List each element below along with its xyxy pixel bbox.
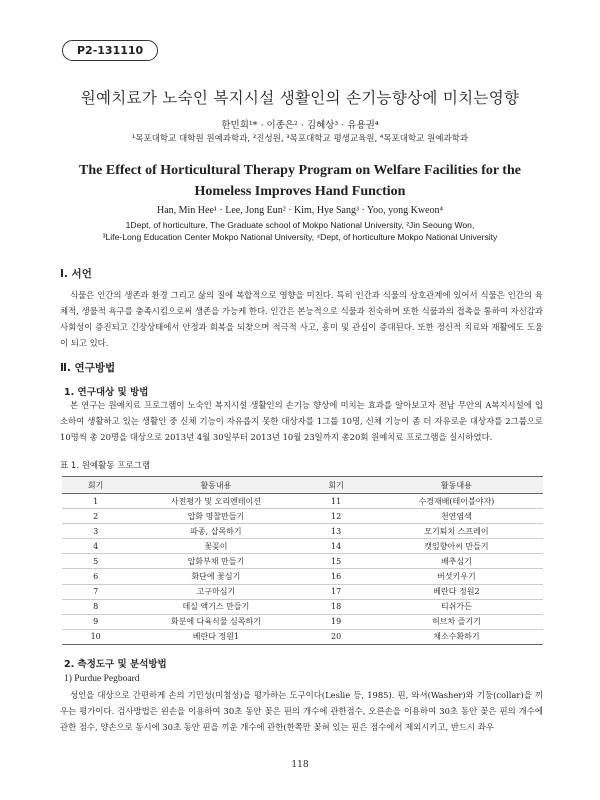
table-cell: 화분에 다육식물 심목하기	[129, 614, 302, 629]
table-header-cell: 회기	[62, 477, 129, 494]
english-title-line2: Homeless Improves Hand Function	[194, 184, 406, 199]
table-row	[62, 614, 543, 629]
table-cell: 베란다 정원2	[370, 584, 543, 599]
table-header-cell: 회기	[302, 477, 369, 494]
table-row	[62, 569, 543, 584]
table-cell: 15	[302, 554, 369, 569]
table-cell: 16	[302, 569, 369, 584]
table-cell: 17	[302, 584, 369, 599]
subsection-measurement-title: 2. 측정도구 및 분석방법	[64, 659, 167, 670]
table-cell: 버섯키우기	[370, 569, 543, 584]
english-affil-line1: 1Dept, of horticulture, The Graduate school of Mokpo National University, ²Jin Seoung Won,	[125, 220, 475, 230]
table-cell: 11	[302, 494, 369, 509]
page-number: 118	[291, 760, 309, 770]
table-cell: 화단에 꽃심기	[129, 569, 302, 584]
table-cell: 꽃꽂이	[129, 539, 302, 554]
table-header-cell: 활동내용	[370, 477, 543, 494]
table-row	[62, 584, 543, 599]
purdue-paragraph: 성인을 대상으로 간편하게 손의 기민성(미첨성)을 평가하는 도구이다(Leslie 등, 1985). 핀, 와셔(Washer)와 기둥(collar)을 끼우는 평가이다. 검사방법은 왼손을 이용하여 30초 동안 꽂은 핀의 개수에 관한점수, 오른손을 이용하여 30초 동안 꽂은 핀의 개수에 관한 점수, 양손으로 동시에 30초 동안 핀을 끼운 개수에 관한(한쪽만 꽂혀 있는 핀은 점수에서 제외시키고, 반드시 좌우	[60, 690, 543, 732]
table-row	[62, 524, 543, 539]
table-cell: 압화부채 만들기	[129, 554, 302, 569]
english-authors: Han, Min Hee¹ · Lee, Jong Eun² · Kim, Hye Sang³ · Yoo, yong Kweon⁴	[156, 205, 444, 216]
table-cell: 5	[62, 554, 129, 569]
subsection-subjects-title: 1. 연구대상 및 방법	[64, 387, 149, 398]
table-cell: 8	[62, 599, 129, 614]
section-methods-title: Ⅱ. 연구방법	[60, 362, 116, 374]
activity-program-table	[62, 476, 543, 645]
table-caption: 표 1. 원예활동 프로그램	[60, 461, 151, 471]
table-cell: 12	[302, 509, 369, 524]
table-cell: 2	[62, 509, 129, 524]
table-cell: 천연염색	[370, 509, 543, 524]
table-cell: 19	[302, 614, 369, 629]
table-cell: 수경재배(테이블야자)	[370, 494, 543, 509]
table-cell: 베란다 정원1	[129, 629, 302, 644]
table-cell: 고구마심기	[129, 584, 302, 599]
table-cell: 허브차 즐기기	[370, 614, 543, 629]
table-cell: 채소수확하기	[370, 629, 543, 644]
table-cell: 배추심기	[370, 554, 543, 569]
table-row	[62, 599, 543, 614]
subjects-paragraph: 본 연구는 원예치료 프로그램이 노숙인 복지시설 생활인의 손기능 향상에 미치는 효과를 알아보고자 전남 무안의 A복지시설에 입소하여 생활하고 있는 생활인 중 신체 기능이 자유롭지 못한 대상자를 1그룹 10명, 신체 기능이 좀 더 자유로운 대상자를 2그룹으로 10명씩 총 20명을 대상으로 2013년 4월 30일부터 2013년 10월 23일까지 총20회 원예치료 프로그램을 실시하였다.	[60, 400, 543, 442]
table-cell: 14	[302, 539, 369, 554]
poster-id-badge: P2-131110	[62, 40, 158, 61]
table-cell: 13	[302, 524, 369, 539]
english-title-line1: The Effect of Horticultural Therapy Program on Welfare Facilities for the	[79, 163, 521, 178]
table-cell: 6	[62, 569, 129, 584]
purdue-pegboard-title: 1) Purdue Pegboard	[64, 674, 140, 684]
section-introduction-title: Ⅰ. 서언	[60, 268, 92, 280]
table-row	[62, 509, 543, 524]
table-cell: 20	[302, 629, 369, 644]
korean-authors: 한민희¹* · 이종은² · 김혜상³ · 유용권⁴	[221, 120, 379, 131]
table-cell: 3	[62, 524, 129, 539]
korean-title: 원예치료가 노숙인 복지시설 생활인의 손기능향상에 미치는영향	[80, 89, 520, 107]
table-row	[62, 629, 543, 644]
table-cell: 데실 액기스 만들기	[129, 599, 302, 614]
table-cell: 10	[62, 629, 129, 644]
table-cell: 4	[62, 539, 129, 554]
introduction-paragraph: 식물은 인간의 생존과 환경 그리고 삶의 질에 복합적으로 영향을 미친다. 특히 인간과 식물의 상호관계에 있어서 식물은 인간의 육체적, 생물적 욕구를 충족시킴으로써 생존을 가능케 한다. 인간은 본능적으로 식물과 친숙하며 또한 식물과의 접촉을 통하여 자신감과 사회성이 증진되고 긴장상태에서 안정과 회복을 되찾으며 적극적 사고, 흥미 및 관심이 증대된다. 또한 정신적 치료와 재활에도 도움이 되고 있다.	[60, 290, 543, 348]
table-cell: 9	[62, 614, 129, 629]
table-row	[62, 554, 543, 569]
table-cell: 1	[62, 494, 129, 509]
english-title	[0, 160, 600, 202]
table-header-cell: 활동내용	[129, 477, 302, 494]
table-cell: 압화 명찰만들기	[129, 509, 302, 524]
table-cell: 7	[62, 584, 129, 599]
table-cell: 티쉬가든	[370, 599, 543, 614]
table-cell: 파종, 삽목하기	[129, 524, 302, 539]
table-cell: 18	[302, 599, 369, 614]
english-affil-line2: ³Life-Long Education Center Mokpo National University, ⁴Dept, of horticulture Mokpo National University	[102, 232, 498, 242]
korean-affiliations: ¹목포대학교 대학원 원예과학과, ²진성원, ³목포대학교 평생교육원, ⁴목포대학교 원예과학과	[131, 134, 469, 144]
table-row	[62, 539, 543, 554]
table-row	[62, 494, 543, 509]
table-cell: 모기퇴치 스프레이	[370, 524, 543, 539]
table-cell: 사전평가 및 오리엔테이션	[129, 494, 302, 509]
english-affiliations	[0, 219, 600, 243]
table-cell: 캣잎향아씨 만들기	[370, 539, 543, 554]
